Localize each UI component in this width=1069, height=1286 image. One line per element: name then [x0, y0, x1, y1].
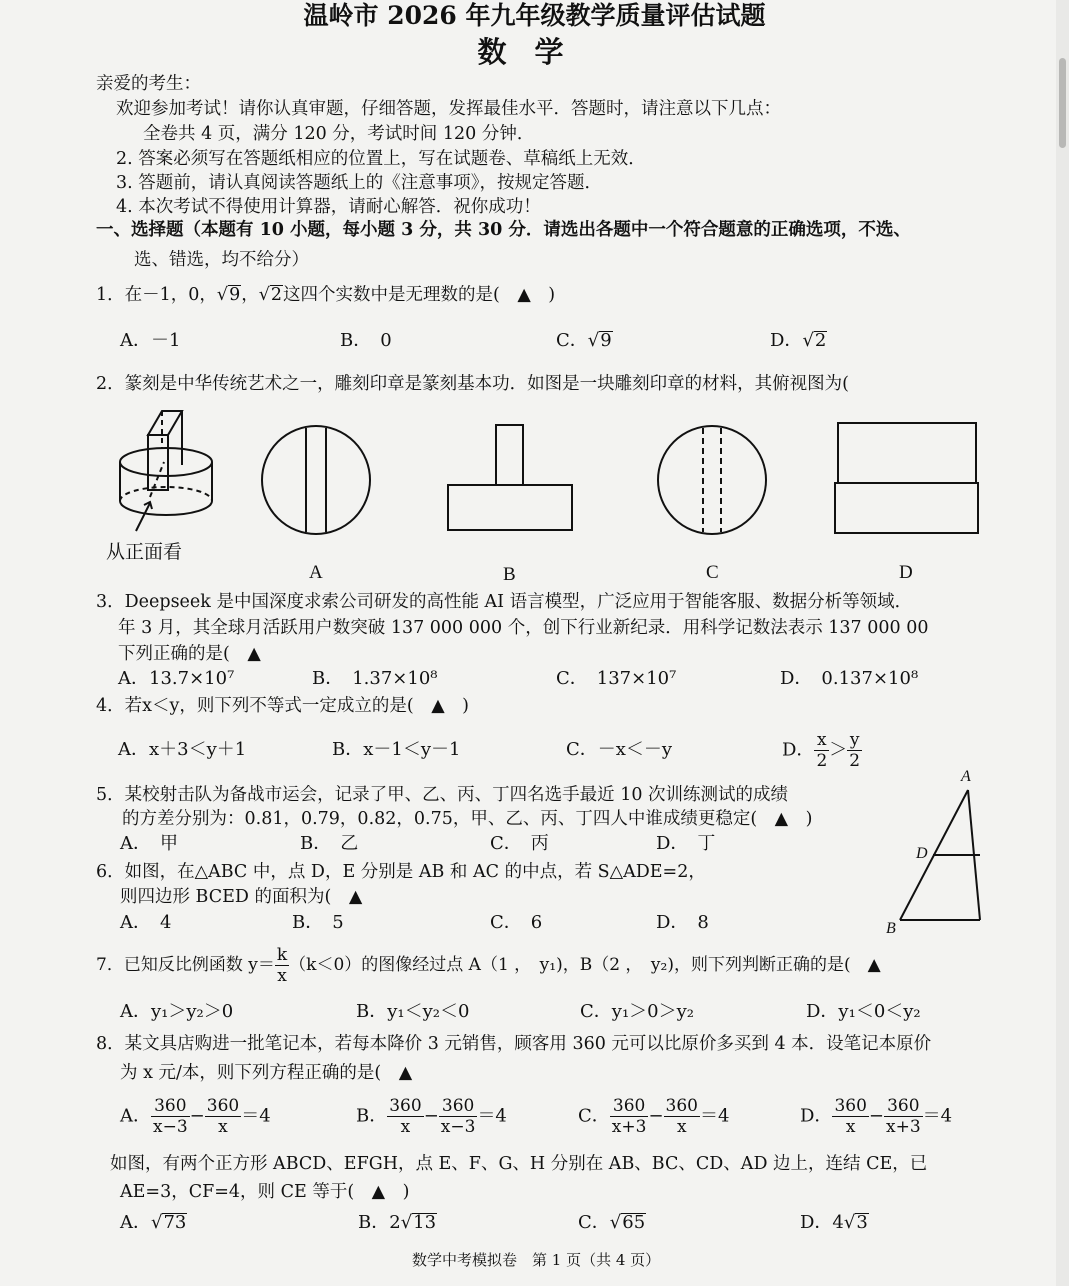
- q6-option-b[interactable]: B． 5: [292, 912, 344, 933]
- q7-option-a[interactable]: A．y₁＞y₂＞0: [120, 1001, 234, 1022]
- vertical-scrollbar[interactable]: [1056, 0, 1069, 1286]
- q3-stem-line2: 年 3 月，其全球月活跃用户数突破 137 000 000 个，创下行业新纪录．用科学记数法表示 137 000 00: [118, 618, 929, 638]
- q6-option-d[interactable]: D． 8: [656, 912, 709, 933]
- q3-option-d[interactable]: D． 0.137×10⁸: [780, 668, 919, 689]
- page-footer: 数学中考模拟卷 第 1 页（共 4 页）: [412, 1251, 661, 1269]
- scrollbar-thumb[interactable]: [1059, 58, 1066, 148]
- q7-option-b[interactable]: B．y₁＜y₂＜0: [356, 1001, 470, 1022]
- q5-stem-line1: 5．某校射击队为备战市运会，记录了甲、乙、丙、丁四名选手最近 10 次训练测试的成绩: [96, 785, 789, 805]
- q7-stem: 7．已知反比例函数 y＝ $\frac{k}{x}$ （k＜0）的图像经过点 A（1 ， y₁)，B（2 ， y₂)，则下列判断正确的是( ▲: [96, 945, 881, 986]
- intro-text: 欢迎参加考试！请你认真审题，仔细答题，发挥最佳水平．答题时，请注意以下几点：: [116, 99, 781, 119]
- q7-option-d[interactable]: D．y₁＜0＜y₂: [806, 1001, 921, 1022]
- q4-option-d[interactable]: D． $\frac{x}{2}$ ＞ $\frac{y}{2}$: [782, 730, 861, 771]
- note-4: 4. 本次考试不得使用计算器，请耐心解答．祝你成功！: [116, 197, 541, 217]
- q9-stem-line2: AE=3，CF=4，则 CE 等于( ▲ ): [120, 1182, 410, 1202]
- q7-option-c[interactable]: C．y₁＞0＞y₂: [580, 1001, 694, 1022]
- q5-option-c[interactable]: C． 丙: [490, 833, 549, 854]
- section-heading: 一、选择题（本题有 10 小题，每小题 3 分，共 30 分．请选出各题中一个符合题意的正确选项，不选、: [96, 220, 911, 240]
- exam-title: 温岭市 2026 年九年级教学质量评估试题: [303, 1, 766, 30]
- q8-option-b[interactable]: B． $\frac{360}{x}$ − $\frac{360}{x-3}$ ＝4: [356, 1096, 507, 1137]
- q6-option-a[interactable]: A． 4: [120, 912, 172, 933]
- q8-option-d[interactable]: D． $\frac{360}{x}$ − $\frac{360}{x+3}$ ＝4: [800, 1096, 953, 1137]
- figure-label-b: B: [503, 564, 516, 585]
- vertex-label-a: A: [961, 768, 971, 785]
- q4-stem: 4．若x＜y，则下列不等式一定成立的是( ▲ ): [96, 696, 470, 716]
- figure-label-d: D: [899, 562, 913, 583]
- q6-stem-line2: 则四边形 BCED 的面积为( ▲: [120, 887, 363, 907]
- q3-option-a[interactable]: A．13.7×10⁷: [118, 668, 235, 689]
- q4-option-c[interactable]: C．－x＜－y: [566, 739, 673, 760]
- q1-option-d[interactable]: D．√2: [770, 330, 827, 351]
- q1-option-b[interactable]: B． 0: [340, 330, 392, 351]
- q9-option-a[interactable]: A．√73: [120, 1212, 187, 1233]
- q2-stem: 2．篆刻是中华传统艺术之一，雕刻印章是篆刻基本功．如图是一块雕刻印章的材料，其俯视图为(: [96, 374, 849, 394]
- vertex-label-d: D: [916, 845, 928, 862]
- q5-option-b[interactable]: B． 乙: [300, 833, 359, 854]
- q3-option-c[interactable]: C． 137×10⁷: [556, 668, 677, 689]
- note-3: 3. 答题前，请认真阅读答题纸上的《注意事项》，按规定答题．: [116, 173, 603, 193]
- q8-option-a[interactable]: A． $\frac{360}{x-3}$ − $\frac{360}{x}$ ＝4: [120, 1096, 271, 1137]
- front-view-label: 从正面看: [106, 541, 183, 563]
- figure-label-a: A: [309, 562, 323, 583]
- q4-option-a[interactable]: A．x＋3＜y＋1: [118, 739, 247, 760]
- q6-stem-line1: 6．如图，在△ABC 中，点 D，E 分别是 AB 和 AC 的中点，若 S△ADE=2，: [96, 862, 706, 882]
- q3-stem-line3: 下列正确的是( ▲: [118, 644, 261, 664]
- option-a-figure: [262, 426, 370, 534]
- q8-stem-line1: 8．某文具店购进一批笔记本，若每本降价 3 元销售，顾客用 360 元可以比原价多买到 4 本．设笔记本原价: [96, 1034, 932, 1054]
- q1-stem: 1．在－1，0，√9，√2这四个实数中是无理数的是( ▲ ): [96, 285, 556, 305]
- seal-material-figure: [120, 411, 212, 531]
- figure-label-c: C: [706, 562, 719, 583]
- option-b-figure: [448, 425, 572, 530]
- q9-option-c[interactable]: C．√65: [578, 1212, 646, 1233]
- q9-option-d[interactable]: D．4√3: [800, 1212, 868, 1233]
- q3-stem-line1: 3．Deepseek 是中国深度求索公司研发的高性能 AI 语言模型，广泛应用于智能客服、数据分析等领域．: [96, 592, 913, 612]
- greeting: 亲爱的考生：: [96, 74, 201, 94]
- q4-option-b[interactable]: B．x－1＜y－1: [332, 739, 461, 760]
- q8-stem-line2: 为 x 元/本，则下列方程正确的是( ▲: [120, 1063, 413, 1083]
- section-heading-cont: 选、错选，均不给分）: [134, 250, 309, 270]
- option-d-figure: [835, 423, 978, 533]
- q1-option-a[interactable]: A．－1: [120, 330, 181, 351]
- option-c-figure: [658, 426, 766, 534]
- q1-option-c[interactable]: C．√9: [556, 330, 612, 351]
- vertex-label-b: B: [886, 920, 896, 937]
- q3-option-b[interactable]: B． 1.37×10⁸: [312, 668, 438, 689]
- q5-option-a[interactable]: A． 甲: [120, 833, 178, 854]
- q8-option-c[interactable]: C． $\frac{360}{x+3}$ − $\frac{360}{x}$ ＝4: [578, 1096, 730, 1137]
- exam-subject: 数学: [477, 35, 592, 69]
- note-1: 全卷共 4 页，满分 120 分，考试时间 120 分钟．: [143, 124, 535, 144]
- q9-stem-line1: 如图，有两个正方形 ABCD、EFGH，点 E、F、G、H 分别在 AB、BC、CD、AD 边上，连结 CE，已: [110, 1154, 928, 1174]
- q6-option-c[interactable]: C． 6: [490, 912, 543, 933]
- note-2: 2. 答案必须写在答题纸相应的位置上，写在试题卷、草稿纸上无效．: [116, 149, 646, 169]
- q9-option-b[interactable]: B．2√13: [358, 1212, 437, 1233]
- q5-stem-line2: 的方差分别为：0.81，0.79，0.82，0.75，甲、乙、丙、丁四人中谁成绩更稳定( ▲ ): [122, 809, 813, 829]
- q5-option-d[interactable]: D． 丁: [656, 833, 716, 854]
